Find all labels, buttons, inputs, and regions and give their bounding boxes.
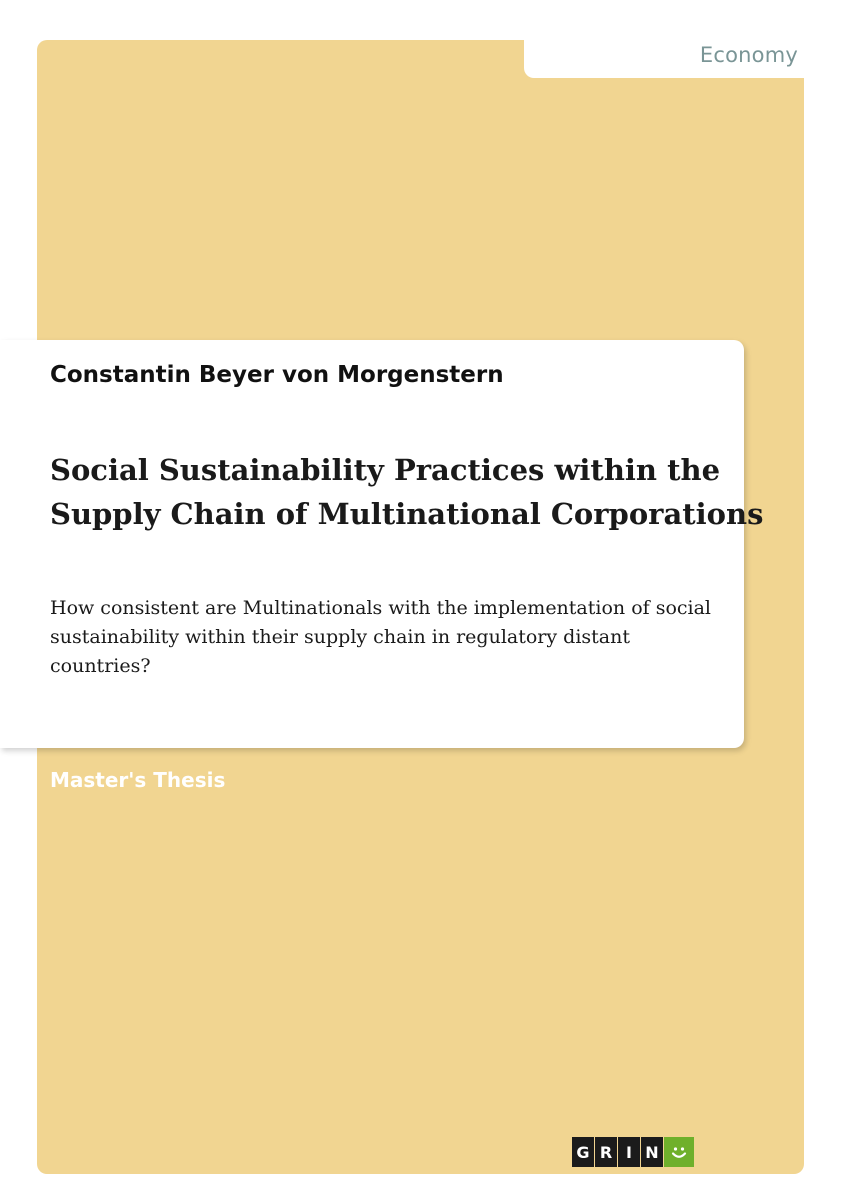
- logo-letter: I: [618, 1137, 640, 1167]
- book-subtitle-line: sustainability within their supply chain in regulatory distant: [50, 626, 630, 648]
- book-title: [50, 448, 764, 536]
- book-subtitle-line: How consistent are Multinationals with the implementation of social: [50, 597, 712, 619]
- book-title-line: Social Sustainability Practices within the: [50, 453, 721, 487]
- logo-letter: R: [595, 1137, 617, 1167]
- book-title-line: Supply Chain of Multinational Corporations: [50, 497, 764, 531]
- author-name: Constantin Beyer von Morgenstern: [50, 362, 504, 388]
- category-label: Economy: [699, 43, 798, 67]
- smile-icon: [664, 1137, 694, 1167]
- document-type-label: Master's Thesis: [50, 768, 226, 792]
- title-card: [0, 340, 764, 748]
- publisher-logo: [572, 1137, 694, 1167]
- logo-letter: N: [641, 1137, 663, 1167]
- logo-letter: G: [572, 1137, 594, 1167]
- book-subtitle: [50, 594, 740, 681]
- book-subtitle-line: countries?: [50, 655, 151, 677]
